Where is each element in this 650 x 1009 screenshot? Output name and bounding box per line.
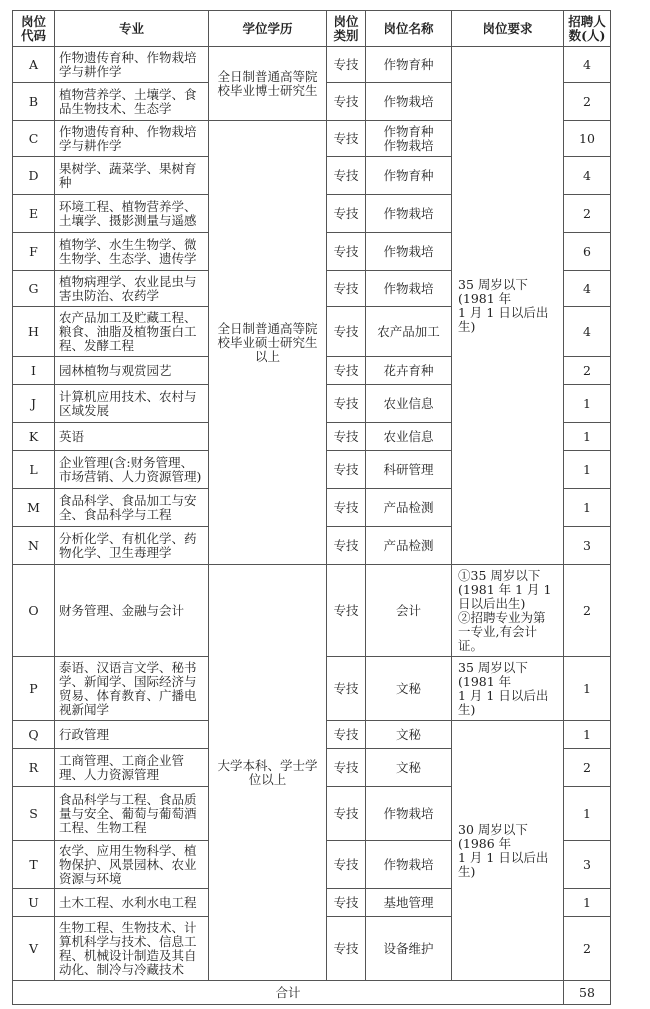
position-name: 农产品加工 <box>366 307 452 357</box>
major-cell: 工商管理、工商企业管理、人力资源管理 <box>55 749 209 787</box>
position-type: 专技 <box>327 233 366 271</box>
major-cell: 植物病理学、农业昆虫与害虫防治、农药学 <box>55 271 209 307</box>
headcount-cell: 4 <box>564 47 611 83</box>
position-name: 文秘 <box>366 721 452 749</box>
position-name: 科研管理 <box>366 451 452 489</box>
table-body <box>13 47 611 981</box>
major-cell: 果树学、蔬菜学、果树育种 <box>55 157 209 195</box>
header-count: 招聘人 数(人) <box>564 11 611 47</box>
headcount-cell: 1 <box>564 721 611 749</box>
position-name: 设备维护 <box>366 917 452 981</box>
headcount-cell: 3 <box>564 527 611 565</box>
position-name: 产品检测 <box>366 527 452 565</box>
position-code: F <box>13 233 55 271</box>
requirement-cell: ①35 周岁以下 (1981 年 1 月 1 日以后出生) ②招聘专业为第一专业,有会计证。 <box>452 565 564 657</box>
major-cell: 食品科学、食品加工与安全、食品科学与工程 <box>55 489 209 527</box>
position-code: B <box>13 83 55 121</box>
position-name: 农业信息 <box>366 423 452 451</box>
position-code: U <box>13 889 55 917</box>
position-code: D <box>13 157 55 195</box>
headcount-cell: 4 <box>564 271 611 307</box>
position-name: 作物栽培 <box>366 271 452 307</box>
requirement-cell: 35 周岁以下 (1981 年 1 月 1 日以后出生) <box>452 47 564 565</box>
position-name: 基地管理 <box>366 889 452 917</box>
position-type: 专技 <box>327 451 366 489</box>
headcount-cell: 4 <box>564 307 611 357</box>
position-type: 专技 <box>327 423 366 451</box>
header-name: 岗位名称 <box>366 11 452 47</box>
position-name: 花卉育种 <box>366 357 452 385</box>
major-cell: 生物工程、生物技术、计算机科学与技术、信息工程、机械设计制造及其自动化、制冷与冷藏技术 <box>55 917 209 981</box>
headcount-cell: 1 <box>564 423 611 451</box>
table-row <box>13 47 611 83</box>
position-code: T <box>13 841 55 889</box>
headcount-cell: 1 <box>564 451 611 489</box>
position-name: 作物栽培 <box>366 233 452 271</box>
headcount-cell: 2 <box>564 917 611 981</box>
headcount-cell: 4 <box>564 157 611 195</box>
position-type: 专技 <box>327 657 366 721</box>
major-cell: 分析化学、有机化学、药物化学、卫生毒理学 <box>55 527 209 565</box>
major-cell: 食品科学与工程、食品质量与安全、葡萄与葡萄酒工程、生物工程 <box>55 787 209 841</box>
major-cell: 计算机应用技术、农村与区域发展 <box>55 385 209 423</box>
major-cell: 英语 <box>55 423 209 451</box>
headcount-cell: 3 <box>564 841 611 889</box>
position-code: G <box>13 271 55 307</box>
recruitment-table <box>12 10 611 1005</box>
total-count: 58 <box>564 981 611 1005</box>
position-type: 专技 <box>327 565 366 657</box>
headcount-cell: 2 <box>564 83 611 121</box>
headcount-cell: 1 <box>564 657 611 721</box>
position-code: A <box>13 47 55 83</box>
position-code: O <box>13 565 55 657</box>
header-requirement: 岗位要求 <box>452 11 564 47</box>
header-code: 岗位 代码 <box>13 11 55 47</box>
headcount-cell: 2 <box>564 565 611 657</box>
major-cell: 泰语、汉语言文学、秘书学、新闻学、国际经济与贸易、体育教育、广播电视新闻学 <box>55 657 209 721</box>
position-code: L <box>13 451 55 489</box>
position-type: 专技 <box>327 271 366 307</box>
major-cell: 园林植物与观赏园艺 <box>55 357 209 385</box>
position-type: 专技 <box>327 489 366 527</box>
position-type: 专技 <box>327 307 366 357</box>
position-name: 农业信息 <box>366 385 452 423</box>
position-code: E <box>13 195 55 233</box>
major-cell: 土木工程、水利水电工程 <box>55 889 209 917</box>
position-type: 专技 <box>327 195 366 233</box>
major-cell: 作物遗传育种、作物栽培学与耕作学 <box>55 121 209 157</box>
position-type: 专技 <box>327 721 366 749</box>
requirement-cell: 30 周岁以下 (1986 年 1 月 1 日以后出生) <box>452 721 564 981</box>
headcount-cell: 1 <box>564 889 611 917</box>
headcount-cell: 1 <box>564 787 611 841</box>
requirement-cell: 35 周岁以下 (1981 年 1 月 1 日以后出生) <box>452 657 564 721</box>
position-name: 会计 <box>366 565 452 657</box>
position-name: 文秘 <box>366 749 452 787</box>
headcount-cell: 1 <box>564 489 611 527</box>
total-label: 合计 <box>13 981 564 1005</box>
major-cell: 植物学、水生生物学、微生物学、生态学、遗传学 <box>55 233 209 271</box>
position-type: 专技 <box>327 385 366 423</box>
major-cell: 企业管理(含:财务管理、市场营销、人力资源管理) <box>55 451 209 489</box>
major-cell: 环境工程、植物营养学、土壤学、摄影测量与遥感 <box>55 195 209 233</box>
position-code: N <box>13 527 55 565</box>
headcount-cell: 6 <box>564 233 611 271</box>
table-row <box>13 565 611 657</box>
header-type: 岗位 类别 <box>327 11 366 47</box>
position-type: 专技 <box>327 889 366 917</box>
position-name: 作物育种 作物栽培 <box>366 121 452 157</box>
position-name: 作物育种 <box>366 157 452 195</box>
header-major: 专业 <box>55 11 209 47</box>
major-cell: 植物营养学、土壤学、食品生物技术、生态学 <box>55 83 209 121</box>
header-education: 学位学历 <box>209 11 327 47</box>
position-code: R <box>13 749 55 787</box>
total-row <box>13 981 611 1005</box>
position-code: J <box>13 385 55 423</box>
position-type: 专技 <box>327 121 366 157</box>
position-name: 文秘 <box>366 657 452 721</box>
position-name: 作物育种 <box>366 47 452 83</box>
position-name: 作物栽培 <box>366 195 452 233</box>
position-code: Q <box>13 721 55 749</box>
headcount-cell: 1 <box>564 385 611 423</box>
position-name: 产品检测 <box>366 489 452 527</box>
position-code: C <box>13 121 55 157</box>
position-name: 作物栽培 <box>366 787 452 841</box>
education-cell: 全日制普通高等院校毕业博士研究生 <box>209 47 327 121</box>
position-type: 专技 <box>327 749 366 787</box>
major-cell: 财务管理、金融与会计 <box>55 565 209 657</box>
position-code: V <box>13 917 55 981</box>
position-name: 作物栽培 <box>366 841 452 889</box>
headcount-cell: 2 <box>564 749 611 787</box>
position-code: H <box>13 307 55 357</box>
position-code: M <box>13 489 55 527</box>
header-row <box>13 11 611 47</box>
major-cell: 作物遗传育种、作物栽培学与耕作学 <box>55 47 209 83</box>
position-name: 作物栽培 <box>366 83 452 121</box>
headcount-cell: 10 <box>564 121 611 157</box>
position-code: P <box>13 657 55 721</box>
major-cell: 农学、应用生物科学、植物保护、风景园林、农业资源与环境 <box>55 841 209 889</box>
position-type: 专技 <box>327 787 366 841</box>
position-type: 专技 <box>327 841 366 889</box>
major-cell: 农产品加工及贮藏工程、粮食、油脂及植物蛋白工程、发酵工程 <box>55 307 209 357</box>
position-type: 专技 <box>327 357 366 385</box>
position-type: 专技 <box>327 47 366 83</box>
position-type: 专技 <box>327 527 366 565</box>
headcount-cell: 2 <box>564 195 611 233</box>
position-type: 专技 <box>327 83 366 121</box>
education-cell: 大学本科、学士学位以上 <box>209 565 327 981</box>
education-cell: 全日制普通高等院校毕业硕士研究生以上 <box>209 121 327 565</box>
position-type: 专技 <box>327 917 366 981</box>
headcount-cell: 2 <box>564 357 611 385</box>
major-cell: 行政管理 <box>55 721 209 749</box>
position-code: K <box>13 423 55 451</box>
position-code: I <box>13 357 55 385</box>
position-type: 专技 <box>327 157 366 195</box>
position-code: S <box>13 787 55 841</box>
